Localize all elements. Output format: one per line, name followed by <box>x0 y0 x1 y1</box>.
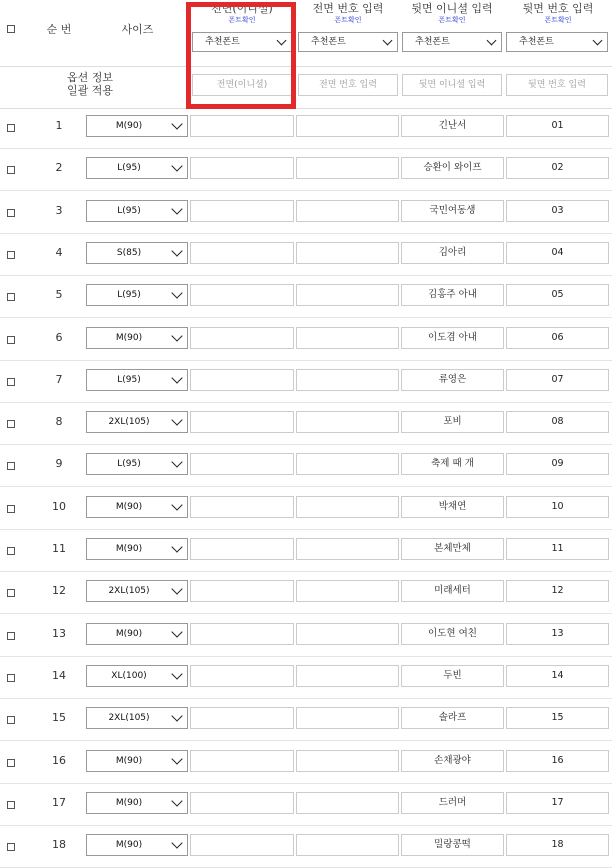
back-number-input[interactable]: 06 <box>506 327 609 349</box>
row-number: 4 <box>55 245 63 259</box>
row-checkbox[interactable] <box>7 166 15 174</box>
row-checkbox[interactable] <box>7 674 15 682</box>
size-select-value: L(95) <box>117 163 141 174</box>
front-initial-input[interactable] <box>190 623 294 645</box>
size-select-value: M(90) <box>115 755 143 766</box>
back-initial-input[interactable]: 미래세터 <box>401 580 504 602</box>
size-select[interactable] <box>86 369 188 391</box>
chevron-down-icon <box>171 245 182 256</box>
chevron-down-icon <box>487 36 497 46</box>
select-all-checkbox[interactable] <box>7 25 15 33</box>
back-number-input[interactable]: 03 <box>506 200 609 222</box>
back-initial-header: 뒷면 이니셜 입력 <box>411 2 493 15</box>
front-initial-input[interactable] <box>190 453 294 475</box>
chevron-down-icon <box>171 203 182 214</box>
size-select[interactable] <box>86 157 188 179</box>
table-row <box>0 614 612 657</box>
back-initial-font-select[interactable] <box>402 32 502 52</box>
back-initial-input[interactable]: 두빈 <box>401 665 504 687</box>
size-select[interactable] <box>86 200 188 222</box>
front-initial-input[interactable] <box>190 200 294 222</box>
size-select[interactable] <box>86 327 188 349</box>
back-number-input[interactable]: 02 <box>506 157 609 179</box>
row-checkbox[interactable] <box>7 505 15 513</box>
chevron-down-icon <box>171 795 182 806</box>
bulk-label-line2: 일괄 적용 <box>66 84 113 97</box>
size-select[interactable] <box>86 242 188 264</box>
chevron-down-icon <box>171 118 182 129</box>
back-initial-input[interactable]: 박채연 <box>401 496 504 518</box>
chevron-down-icon <box>171 499 182 510</box>
bulk-apply-label <box>40 71 140 97</box>
table-row <box>0 275 612 318</box>
bulk-front-initial-input[interactable]: 전면(이니셜) <box>192 74 292 96</box>
size-select[interactable] <box>86 792 188 814</box>
bulk-back-initial-input[interactable]: 뒷면 이니셜 입력 <box>402 74 502 96</box>
size-select-value: 2XL(105) <box>108 586 150 597</box>
table-row <box>0 148 612 191</box>
back-initial-input[interactable]: 긴난서 <box>401 115 504 137</box>
row-checkbox[interactable] <box>7 293 15 301</box>
row-number: 7 <box>55 372 63 386</box>
table-row <box>0 656 612 699</box>
row-checkbox[interactable] <box>7 209 15 217</box>
front-number-input[interactable] <box>296 242 399 264</box>
table-row <box>0 191 612 234</box>
table-row <box>0 487 612 530</box>
size-select-value: M(90) <box>115 501 143 512</box>
size-select-value: S(85) <box>116 247 142 258</box>
table-row <box>0 529 612 572</box>
front-initial-input[interactable] <box>190 115 294 137</box>
front-initial-input[interactable] <box>190 157 294 179</box>
row-number: 1 <box>55 119 63 132</box>
back-number-input[interactable]: 16 <box>506 750 609 772</box>
table-row <box>0 571 612 614</box>
chevron-down-icon <box>171 626 182 637</box>
size-select-value: M(90) <box>115 121 143 131</box>
chevron-down-icon <box>593 36 603 46</box>
size-select-value: M(90) <box>115 840 143 851</box>
size-select-value: M(90) <box>115 797 143 808</box>
back-number-input[interactable]: 05 <box>506 284 609 306</box>
size-select[interactable] <box>86 538 188 560</box>
back-initial-input[interactable]: 본체만체 <box>401 538 504 560</box>
back-initial-input[interactable]: 축제 때 개 <box>401 453 504 475</box>
front-initial-input[interactable] <box>190 327 294 349</box>
row-checkbox[interactable] <box>7 801 15 809</box>
row-checkbox[interactable] <box>7 378 15 386</box>
back-initial-input[interactable]: 김홍주 아내 <box>401 284 504 306</box>
size-select-value: L(95) <box>117 205 141 216</box>
size-select[interactable] <box>86 411 188 433</box>
back-number-header: 뒷면 번호 입력 <box>522 2 594 15</box>
chevron-down-icon <box>171 711 182 722</box>
back-number-input[interactable]: 10 <box>506 496 609 518</box>
size-header: 사이즈 <box>121 23 154 36</box>
front-number-input[interactable] <box>296 284 399 306</box>
back-initial-font-link[interactable]: 폰트확인 <box>438 16 466 24</box>
row-checkbox[interactable] <box>7 124 15 132</box>
table-row <box>0 318 612 361</box>
chevron-down-icon <box>171 288 182 299</box>
front-initial-input[interactable] <box>190 750 294 772</box>
front-number-input[interactable] <box>296 369 399 391</box>
chevron-down-icon <box>171 161 182 172</box>
row-checkbox[interactable] <box>7 759 15 767</box>
back-number-input[interactable]: 18 <box>506 834 609 856</box>
chevron-down-icon <box>171 541 182 552</box>
back-initial-input[interactable]: 이도현 여친 <box>401 623 504 645</box>
front-initial-input[interactable] <box>190 834 294 856</box>
chevron-down-icon <box>171 372 182 383</box>
row-number: 11 <box>52 542 66 555</box>
back-initial-input[interactable]: 솔라프 <box>401 707 504 729</box>
back-number-input[interactable]: 11 <box>506 538 609 560</box>
size-select-value: L(95) <box>117 374 141 385</box>
size-select-value: M(90) <box>115 332 143 343</box>
front-initial-input[interactable] <box>190 284 294 306</box>
size-select[interactable] <box>86 580 188 602</box>
chevron-down-icon <box>171 457 182 468</box>
row-number: 14 <box>52 668 66 682</box>
row-number: 10 <box>52 499 66 513</box>
table-row <box>0 106 612 149</box>
front-number-input[interactable] <box>296 623 399 645</box>
back-initial-input[interactable]: 국민여동생 <box>401 200 504 222</box>
table-row <box>0 444 612 487</box>
row-number: 17 <box>52 795 66 809</box>
back-number-font-link[interactable]: 폰트확인 <box>544 16 572 24</box>
size-select-value: 2XL(105) <box>108 417 150 428</box>
front-number-input[interactable] <box>296 411 399 433</box>
chevron-down-icon <box>171 668 182 679</box>
bulk-label-line1: 옵션 정보 <box>66 71 113 84</box>
front-number-input[interactable] <box>296 538 399 560</box>
row-checkbox[interactable] <box>7 843 15 851</box>
font-select-value: 추천폰트 <box>205 37 240 47</box>
front-number-header: 전면 번호 입력 <box>312 2 384 15</box>
back-number-input[interactable]: 13 <box>506 623 609 645</box>
row-checkbox[interactable] <box>7 336 15 344</box>
font-select-value: 추천폰트 <box>415 37 450 47</box>
back-number-input[interactable]: 04 <box>506 242 609 264</box>
size-select[interactable] <box>86 115 188 137</box>
row-checkbox[interactable] <box>7 462 15 470</box>
font-select-value: 추천폰트 <box>519 37 554 47</box>
row-number: 8 <box>55 415 63 429</box>
back-number-input[interactable]: 01 <box>506 115 609 137</box>
bulk-back-number-input[interactable]: 뒷면 번호 입력 <box>506 74 608 96</box>
size-select-value: L(95) <box>117 459 141 470</box>
front-initial-header: 전면(이니셜) <box>211 2 273 15</box>
back-initial-input[interactable]: 승환이 와이프 <box>401 157 504 179</box>
size-select-value: 2XL(105) <box>108 713 150 724</box>
chevron-down-icon <box>171 753 182 764</box>
row-number: 13 <box>52 626 66 640</box>
front-initial-input[interactable] <box>190 580 294 602</box>
row-checkbox[interactable] <box>7 547 15 555</box>
back-number-font-select[interactable] <box>506 32 608 52</box>
front-number-font-link[interactable]: 폰트확인 <box>334 16 362 24</box>
font-select-value: 추천폰트 <box>311 37 346 47</box>
size-select[interactable] <box>86 453 188 475</box>
back-number-input[interactable]: 12 <box>506 580 609 602</box>
row-number: 2 <box>55 161 63 175</box>
table-row <box>0 402 612 445</box>
front-number-input[interactable] <box>296 750 399 772</box>
front-initial-input[interactable] <box>190 707 294 729</box>
back-initial-input[interactable]: 포비 <box>401 411 504 433</box>
front-number-input[interactable] <box>296 200 399 222</box>
row-number: 16 <box>52 753 66 767</box>
table-row <box>0 741 612 784</box>
row-number: 12 <box>52 584 66 598</box>
front-initial-input[interactable] <box>190 369 294 391</box>
front-initial-input[interactable] <box>190 538 294 560</box>
chevron-down-icon <box>171 837 182 848</box>
table-row <box>0 233 612 276</box>
size-select[interactable] <box>86 496 188 518</box>
size-select-value: XL(100) <box>111 670 147 681</box>
size-select-value: M(90) <box>115 628 143 639</box>
front-number-input[interactable] <box>296 115 399 137</box>
back-initial-input[interactable]: 손채광야 <box>401 750 504 772</box>
row-checkbox[interactable] <box>7 589 15 597</box>
back-number-input[interactable]: 08 <box>506 411 609 433</box>
front-number-input[interactable] <box>296 157 399 179</box>
front-initial-input[interactable] <box>190 411 294 433</box>
size-select[interactable] <box>86 707 188 729</box>
back-initial-input[interactable]: 김아리 <box>401 242 504 264</box>
front-initial-input[interactable] <box>190 496 294 518</box>
row-number: 18 <box>52 838 66 852</box>
table-row <box>0 783 612 826</box>
back-number-input[interactable]: 15 <box>506 707 609 729</box>
chevron-down-icon <box>277 36 287 46</box>
row-number: 5 <box>55 288 63 302</box>
table-row <box>0 360 612 403</box>
back-number-input[interactable]: 09 <box>506 453 609 475</box>
back-initial-input[interactable]: 류영은 <box>401 369 504 391</box>
back-initial-input[interactable]: 이도겸 아내 <box>401 327 504 349</box>
row-checkbox[interactable] <box>7 251 15 259</box>
front-number-input[interactable] <box>296 453 399 475</box>
front-number-input[interactable] <box>296 792 399 814</box>
row-number: 15 <box>52 711 66 725</box>
row-number: 6 <box>55 330 63 344</box>
row-number: 9 <box>55 457 63 471</box>
back-initial-input[interactable]: 밀랑콩떡 <box>401 834 504 856</box>
front-number-input[interactable] <box>296 327 399 349</box>
front-number-input[interactable] <box>296 580 399 602</box>
row-checkbox[interactable] <box>7 632 15 640</box>
front-initial-font-link[interactable]: 폰트확인 <box>228 16 256 24</box>
front-initial-input[interactable] <box>190 242 294 264</box>
front-number-input[interactable] <box>296 665 399 687</box>
front-initial-input[interactable] <box>190 792 294 814</box>
chevron-down-icon <box>171 584 182 595</box>
bulk-front-number-input[interactable]: 전면 번호 입력 <box>298 74 398 96</box>
size-select-value: L(95) <box>117 290 141 301</box>
front-number-input[interactable] <box>296 496 399 518</box>
table-header <box>0 0 612 67</box>
size-select-value: M(90) <box>115 544 143 554</box>
back-number-input[interactable]: 07 <box>506 369 609 391</box>
seq-header: 순 번 <box>46 23 72 36</box>
row-checkbox[interactable] <box>7 420 15 428</box>
size-select[interactable] <box>86 623 188 645</box>
size-select[interactable] <box>86 834 188 856</box>
table-row <box>0 698 612 741</box>
size-select[interactable] <box>86 750 188 772</box>
back-number-input[interactable]: 14 <box>506 665 609 687</box>
front-initial-font-select[interactable] <box>192 32 292 52</box>
row-number: 3 <box>55 203 63 217</box>
table-row <box>0 825 612 868</box>
chevron-down-icon <box>383 36 393 46</box>
chevron-down-icon <box>171 414 182 425</box>
front-number-input[interactable] <box>296 834 399 856</box>
back-initial-input[interactable]: 드러머 <box>401 792 504 814</box>
bulk-apply-row <box>0 66 612 109</box>
chevron-down-icon <box>171 330 182 341</box>
size-select[interactable] <box>86 665 188 687</box>
size-select[interactable] <box>86 284 188 306</box>
front-number-font-select[interactable] <box>298 32 398 52</box>
back-number-input[interactable]: 17 <box>506 792 609 814</box>
row-checkbox[interactable] <box>7 716 15 724</box>
front-initial-input[interactable] <box>190 665 294 687</box>
front-number-input[interactable] <box>296 707 399 729</box>
